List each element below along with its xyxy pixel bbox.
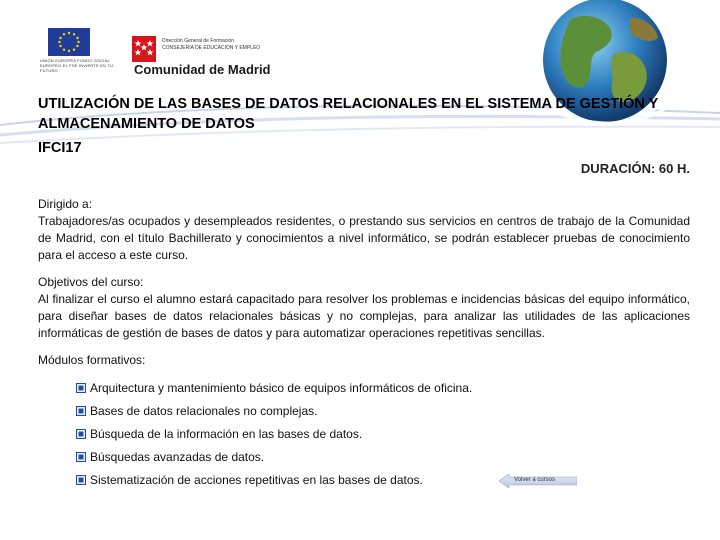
back-to-courses-button[interactable] bbox=[499, 474, 577, 488]
modules-heading: Módulos formativos: bbox=[38, 353, 146, 367]
checkbox-bullet-icon bbox=[76, 452, 86, 462]
module-item bbox=[76, 376, 472, 399]
course-duration: DURACIÓN: 60 H. bbox=[580, 161, 690, 176]
comunidad-madrid-logo bbox=[132, 36, 302, 80]
module-label: Búsquedas avanzadas de datos. bbox=[90, 449, 265, 464]
objectives-section bbox=[38, 274, 690, 342]
checkbox-bullet-icon bbox=[76, 406, 86, 416]
checkbox-bullet-icon bbox=[76, 383, 86, 393]
eu-caption: UNIÓN EUROPEA FONDO SOCIAL EUROPEO EL FSE INVIERTE EN TU FUTURO bbox=[40, 58, 114, 73]
madrid-subtitle bbox=[162, 38, 260, 52]
audience-text: Trabajadores/as ocupados y desempleados residentes, o prestando sus servicios en centros de trabajo de la Comunidad de Madrid, con el título Bachillerato y conocimientos a nivel informático, se podrán establecer pruebas de conocimiento para el acceso a este curso. bbox=[38, 214, 690, 262]
madrid-flag-icon bbox=[132, 36, 156, 62]
module-item bbox=[76, 399, 472, 422]
module-label: Bases de datos relacionales no complejas. bbox=[90, 403, 318, 418]
module-label: Búsqueda de la información en las bases de datos. bbox=[90, 426, 363, 441]
course-code: IFCI17 bbox=[38, 140, 82, 156]
madrid-line-2: CONSEJERÍA DE EDUCACIÓN Y EMPLEO bbox=[162, 45, 261, 51]
eu-logo bbox=[40, 26, 126, 80]
objectives-text: Al finalizar el curso el alumno estará capacitado para resolver los problemas e incidencias básicas del equipo informático, para diseñar bases de datos relacionales básicas y no complejas, para analizar las utilidades de las aplicaciones informáticas de gestión de bases de datos y para automatizar operaciones repetitivas sencillas. bbox=[38, 292, 690, 340]
audience-heading: Dirigido a: bbox=[38, 197, 93, 211]
objectives-heading: Objetivos del curso: bbox=[38, 275, 144, 289]
module-item bbox=[76, 468, 472, 491]
course-title: UTILIZACIÓN DE LAS BASES DE DATOS RELACIONALES EN EL SISTEMA DE GESTIÓN Y ALMACENAMIENTO DE DATOS bbox=[38, 96, 659, 132]
eu-flag-icon bbox=[48, 28, 90, 56]
checkbox-bullet-icon bbox=[76, 475, 86, 485]
module-item bbox=[76, 422, 472, 445]
checkbox-bullet-icon bbox=[76, 429, 86, 439]
madrid-line-1: Dirección General de Formación bbox=[162, 38, 234, 44]
madrid-name: Comunidad de Madrid bbox=[134, 62, 271, 77]
module-label: Sistematización de acciones repetitivas en las bases de datos. bbox=[90, 472, 423, 487]
back-to-courses-label: Volver a cursos bbox=[514, 477, 556, 483]
audience-section bbox=[38, 196, 690, 264]
module-item bbox=[76, 445, 472, 468]
module-label: Arquitectura y mantenimiento básico de equipos informáticos de oficina. bbox=[90, 380, 473, 395]
modules-list bbox=[76, 376, 472, 491]
